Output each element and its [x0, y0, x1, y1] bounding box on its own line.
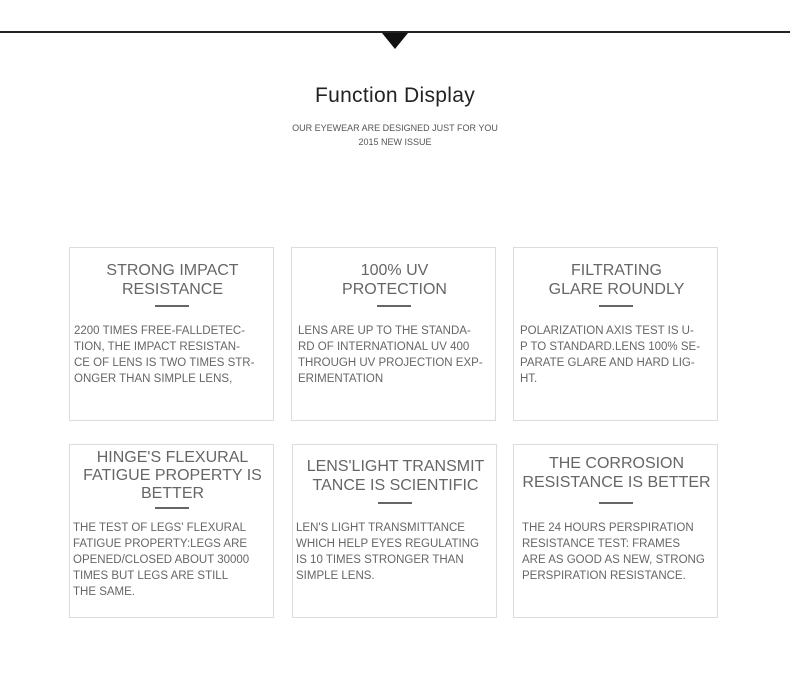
feature-title: HINGE'S FLEXURAL FATIGUE PROPERTY IS BETTER	[83, 449, 262, 502]
section-title: Function Display	[314, 84, 476, 107]
feature-title: LENS'LIGHT TRANSMIT TANCE IS SCIENTIFIC	[306, 458, 485, 494]
feature-title: FILTRATING GLARE ROUNDLY	[548, 262, 685, 298]
feature-title: STRONG IMPACT RESISTANCE	[106, 262, 239, 298]
subtitle-line-1: OUR EYEWEAR ARE DESIGNED JUST FOR YOU	[292, 123, 498, 133]
title-underline	[378, 502, 412, 504]
feature-card-corrosion	[513, 444, 718, 618]
title-underline	[377, 305, 411, 307]
feature-card-glare	[513, 247, 718, 421]
feature-description: 2200 TIMES FREE-FALLDETEC- TION, THE IMPACT RESISTAN- CE OF LENS IS TWO TIMES STR- ONGER THAN SIMPLE LENS,	[74, 325, 255, 385]
feature-card-uv	[291, 247, 496, 421]
title-underline	[155, 305, 189, 307]
subtitle-line-2: 2015 NEW ISSUE	[358, 137, 432, 147]
title-underline	[155, 507, 189, 509]
feature-card-hinge	[69, 444, 274, 618]
feature-description: LEN'S LIGHT TRANSMITTANCE WHICH HELP EYES REGULATING IS 10 TIMES STRONGER THAN SIMPLE LENS.	[296, 522, 479, 582]
feature-title: 100% UV PROTECTION	[342, 262, 447, 298]
section-subtitle	[0, 121, 790, 149]
feature-description: THE TEST OF LEGS' FLEXURAL FATIGUE PROPERTY:LEGS ARE OPENED/CLOSED ABOUT 30000 TIMES BUT LEGS ARE STILL THE SAME.	[73, 522, 250, 598]
feature-card-impact	[69, 247, 274, 421]
feature-title: THE CORROSION RESISTANCE IS BETTER	[522, 455, 711, 491]
down-arrow-icon	[382, 33, 408, 49]
title-underline	[599, 305, 633, 307]
title-underline	[599, 502, 633, 504]
feature-description: THE 24 HOURS PERSPIRATION RESISTANCE TEST: FRAMES ARE AS GOOD AS NEW, STRONG PERSPIRATION RESISTANCE.	[522, 522, 705, 582]
feature-description: LENS ARE UP TO THE STANDA- RD OF INTERNATIONAL UV 400 THROUGH UV PROJECTION EXP- ERIMENTATION	[298, 325, 483, 385]
feature-description: POLARIZATION AXIS TEST IS U- P TO STANDARD.LENS 100% SE- PARATE GLARE AND HARD LIG- HT.	[520, 325, 701, 385]
feature-card-transmittance	[292, 444, 497, 618]
